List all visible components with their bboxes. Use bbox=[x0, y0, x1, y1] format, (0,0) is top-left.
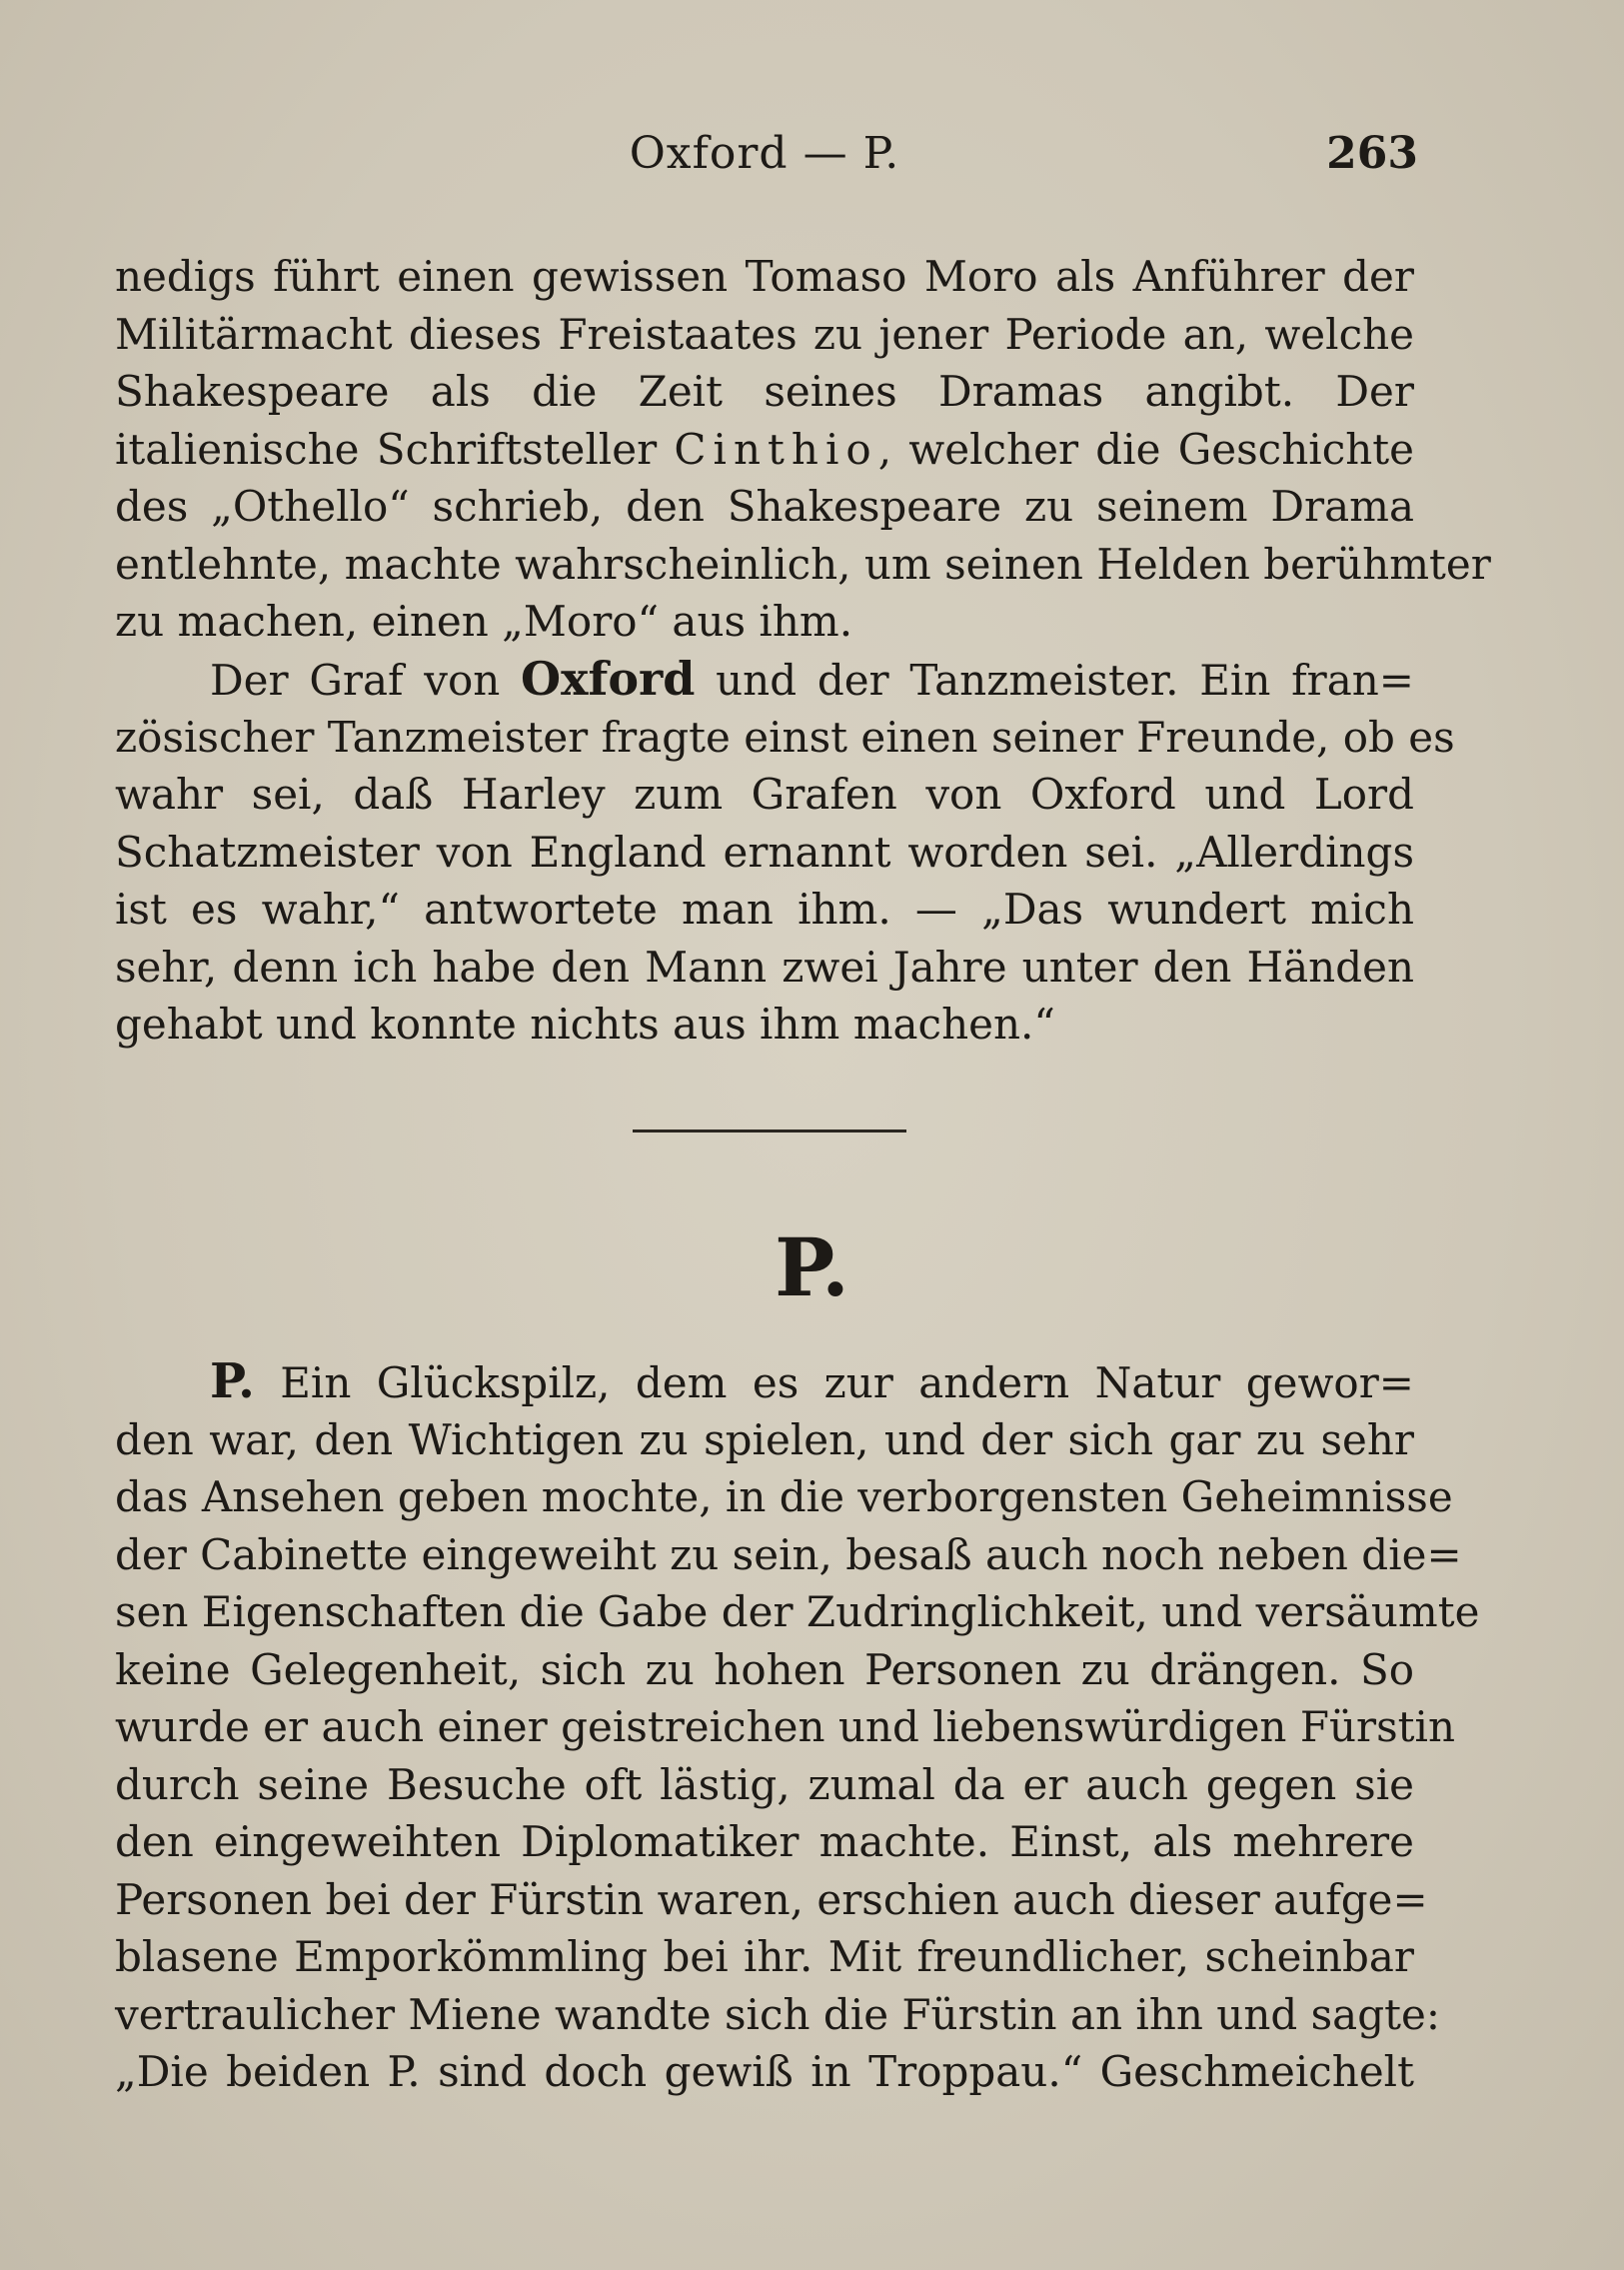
text-line: Militärmacht dieses Freistaates zu jener Periode an, welche bbox=[115, 309, 1414, 359]
text-line: sen Eigenschaften die Gabe der Zudringlichkeit, und versäumte bbox=[115, 1587, 1480, 1636]
text-line bbox=[115, 651, 1414, 709]
text-line: Personen bei der Fürstin waren, erschien auch dieser aufge= bbox=[115, 1874, 1428, 1924]
text-line: entlehnte, machte wahrscheinlich, um seinen Helden berühmter bbox=[115, 539, 1491, 589]
page-header bbox=[115, 128, 1418, 188]
text-line: ist es wahr,“ antwortete man ihm. — „Das wundert mich bbox=[115, 885, 1414, 934]
text-line bbox=[115, 421, 1414, 479]
spaced-name-cinthio: Cinthio bbox=[674, 424, 878, 474]
paragraph-2 bbox=[115, 651, 1455, 1054]
text-line bbox=[115, 1353, 1414, 1411]
text-line: das Ansehen geben mochte, in die verborgensten Geheimnisse bbox=[115, 1472, 1453, 1521]
text-line: gehabt und konnte nichts aus ihm machen.“ bbox=[115, 1000, 1055, 1049]
text-line: durch seine Besuche oft lästig, zumal da er auch gegen sie bbox=[115, 1759, 1414, 1809]
text-line: den war, den Wichtigen zu spielen, und der sich gar zu sehr bbox=[115, 1414, 1414, 1464]
paragraph-3 bbox=[115, 1353, 1480, 2101]
text-line: zösischer Tanzmeister fragte einst einen seiner Freunde, ob es bbox=[115, 712, 1455, 762]
running-head: Oxford — P. bbox=[629, 128, 900, 179]
text-line: Schatzmeister von England ernannt worden sei. „Allerdings bbox=[115, 827, 1414, 877]
text-line: zu machen, einen „Moro“ aus ihm. bbox=[115, 597, 853, 646]
text-line: des „Othello“ schrieb, den Shakespeare zu seinem Drama bbox=[115, 482, 1414, 531]
page-number: 263 bbox=[1326, 128, 1418, 179]
text-fragment: Ein Glückspilz, dem es zur andern Natur gewor= bbox=[280, 1358, 1414, 1407]
text-line: „Die beiden P. sind doch gewiß in Troppau.“ Geschmeichelt bbox=[115, 2047, 1414, 2096]
text-fragment: und der Tanzmeister. Ein fran= bbox=[716, 656, 1414, 705]
bold-initial-p: P. bbox=[210, 1353, 255, 1409]
text-line: Shakespeare als die Zeit seines Dramas angibt. Der bbox=[115, 367, 1414, 416]
text-line: wahr sei, daß Harley zum Grafen von Oxford und Lord bbox=[115, 770, 1414, 819]
text-fragment: Der Graf von bbox=[210, 656, 501, 705]
text-line: sehr, denn ich habe den Mann zwei Jahre unter den Händen bbox=[115, 942, 1414, 992]
bold-name-oxford: Oxford bbox=[521, 652, 696, 706]
text-line: vertraulicher Miene wandte sich die Fürstin an ihn und sagte: bbox=[115, 1989, 1440, 2039]
text-line: keine Gelegenheit, sich zu hohen Personen zu drängen. So bbox=[115, 1644, 1414, 1694]
paragraph-1 bbox=[115, 248, 1491, 651]
text-line: blasene Emporkömmling bei ihr. Mit freundlicher, scheinbar bbox=[115, 1932, 1414, 1981]
text-line: nedigs führt einen gewissen Tomaso Moro als Anführer der bbox=[115, 252, 1414, 301]
text-fragment: , welcher die Geschichte bbox=[877, 424, 1414, 474]
section-divider bbox=[633, 1130, 906, 1133]
text-fragment: italienische Schriftsteller bbox=[115, 424, 658, 474]
text-line: den eingeweihten Diplomatiker machte. Einst, als mehrere bbox=[115, 1817, 1414, 1866]
section-heading-p: P. bbox=[775, 1220, 849, 1314]
text-line: wurde er auch einer geistreichen und liebenswürdigen Fürstin bbox=[115, 1702, 1456, 1751]
text-line: der Cabinette eingeweiht zu sein, besaß auch noch neben die= bbox=[115, 1529, 1462, 1579]
